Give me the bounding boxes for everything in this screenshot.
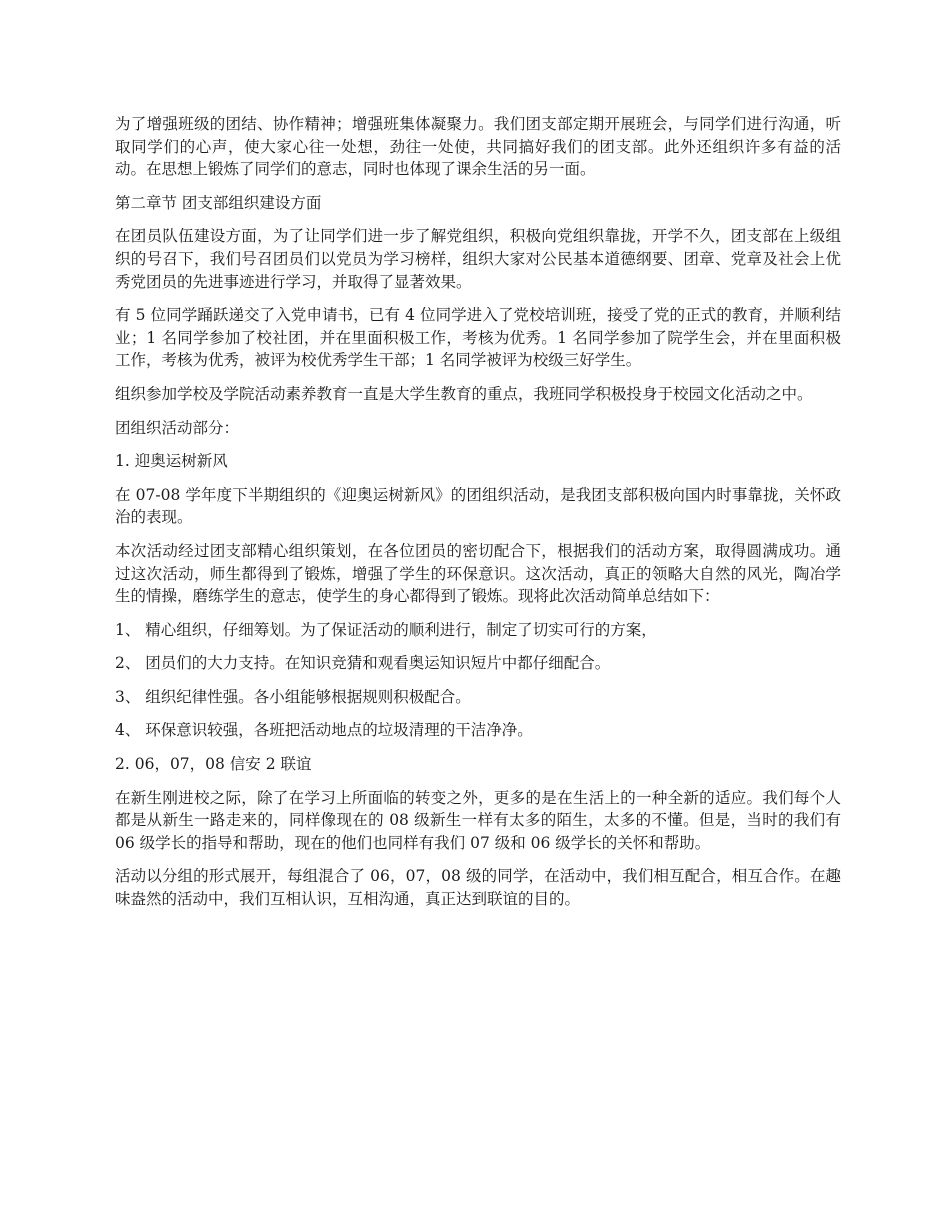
activity-2-heading: 2. 06，07，08 信安 2 联谊 (115, 755, 312, 774)
intro-paragraph: 为了增强班级的团结、协作精神；增强班集体凝聚力。我们团支部定期开展班会，与同学们进行沟通，听取同学们的心声，使大家心往一处想，劲往一处使，共同搞好我们的团支部。此外还组织许多有益的活动。在思想上锻炼了同学们的意志，同时也体现了课余生活的另一面。 (115, 115, 841, 179)
document-page (115, 113, 841, 922)
party-application-paragraph: 有 5 位同学踊跃递交了入党申请书，已有 4 位同学进入了党校培训班，接受了党的正式的教育，并顺利结业；1 名同学参加了校社团，并在里面积极工作，考核为优秀。1 名同学参加了院学生会，并在里面积极工作，考核为优秀，被评为校优秀学生干部；1 名同学被评为校级三好学生。 (115, 306, 841, 370)
activity-1-intro-paragraph: 在 07-08 学年度下半期组织的《迎奥运树新风》的团组织活动，是我团支部积极向国内时事靠拢，关怀政治的表现。 (115, 485, 841, 527)
organization-building-paragraph: 在团员队伍建设方面，为了让同学们进一步了解党组织，积极向党组织靠拢，开学不久，团支部在上级组织的号召下，我们号召团员们以党员为学习榜样，组织大家对公民基本道德纲要、团章、党章及社会上优秀党团员的先进事迹进行学习，并取得了显著效果。 (115, 227, 841, 291)
section-heading-chapter-2: 第二章节 团支部组织建设方面 (115, 193, 322, 212)
activity-1-summary-paragraph: 本次活动经过团支部精心组织策划，在各位团员的密切配合下，根据我们的活动方案，取得圆满成功。通过这次活动，师生都得到了锻炼，增强了学生的环保意识。这次活动，真正的领略大自然的风光，陶冶学生的情操，磨练学生的意志，使学生的身心都得到了锻炼。现将此次活动简单总结如下： (115, 541, 841, 606)
activity-2-detail-paragraph: 活动以分组的形式展开，每组混合了 06，07，08 级的同学，在活动中，我们相互配合，相互合作。在趣味盎然的活动中，我们互相认识，互相沟通，真正达到联谊的目的。 (115, 867, 841, 909)
activity-2-intro-paragraph: 在新生刚进校之际，除了在学习上所面临的转变之外，更多的是在生活上的一种全新的适应。我们每个人都是从新生一路走来的，同样像现在的 08 级新生一样有太多的陌生，太多的不懂。但是，当时的我们有 06 级学长的指导和帮助，现在的他们也同样有我们 07 级和 06 级学长的关怀和帮助。 (115, 788, 841, 852)
summary-list-item-4: 4、 环保意识较强，各班把活动地点的垃圾清理的干洁净净。 (115, 721, 533, 740)
activities-heading: 团组织活动部分： (115, 418, 240, 437)
campus-activity-paragraph: 组织参加学校及学院活动素养教育一直是大学生教育的重点，我班同学积极投身于校园文化活动之中。 (115, 384, 813, 403)
summary-list-item-2: 2、 团员们的大力支持。在知识竞猜和观看奥运知识短片中都仔细配合。 (115, 654, 611, 673)
summary-list-item-1: 1、 精心组织，仔细筹划。为了保证活动的顺利进行，制定了切实可行的方案， (115, 620, 657, 639)
summary-list-item-3: 3、 组织纪律性强。各小组能够根据规则积极配合。 (115, 687, 471, 706)
activity-1-heading: 1. 迎奥运树新风 (115, 452, 228, 471)
